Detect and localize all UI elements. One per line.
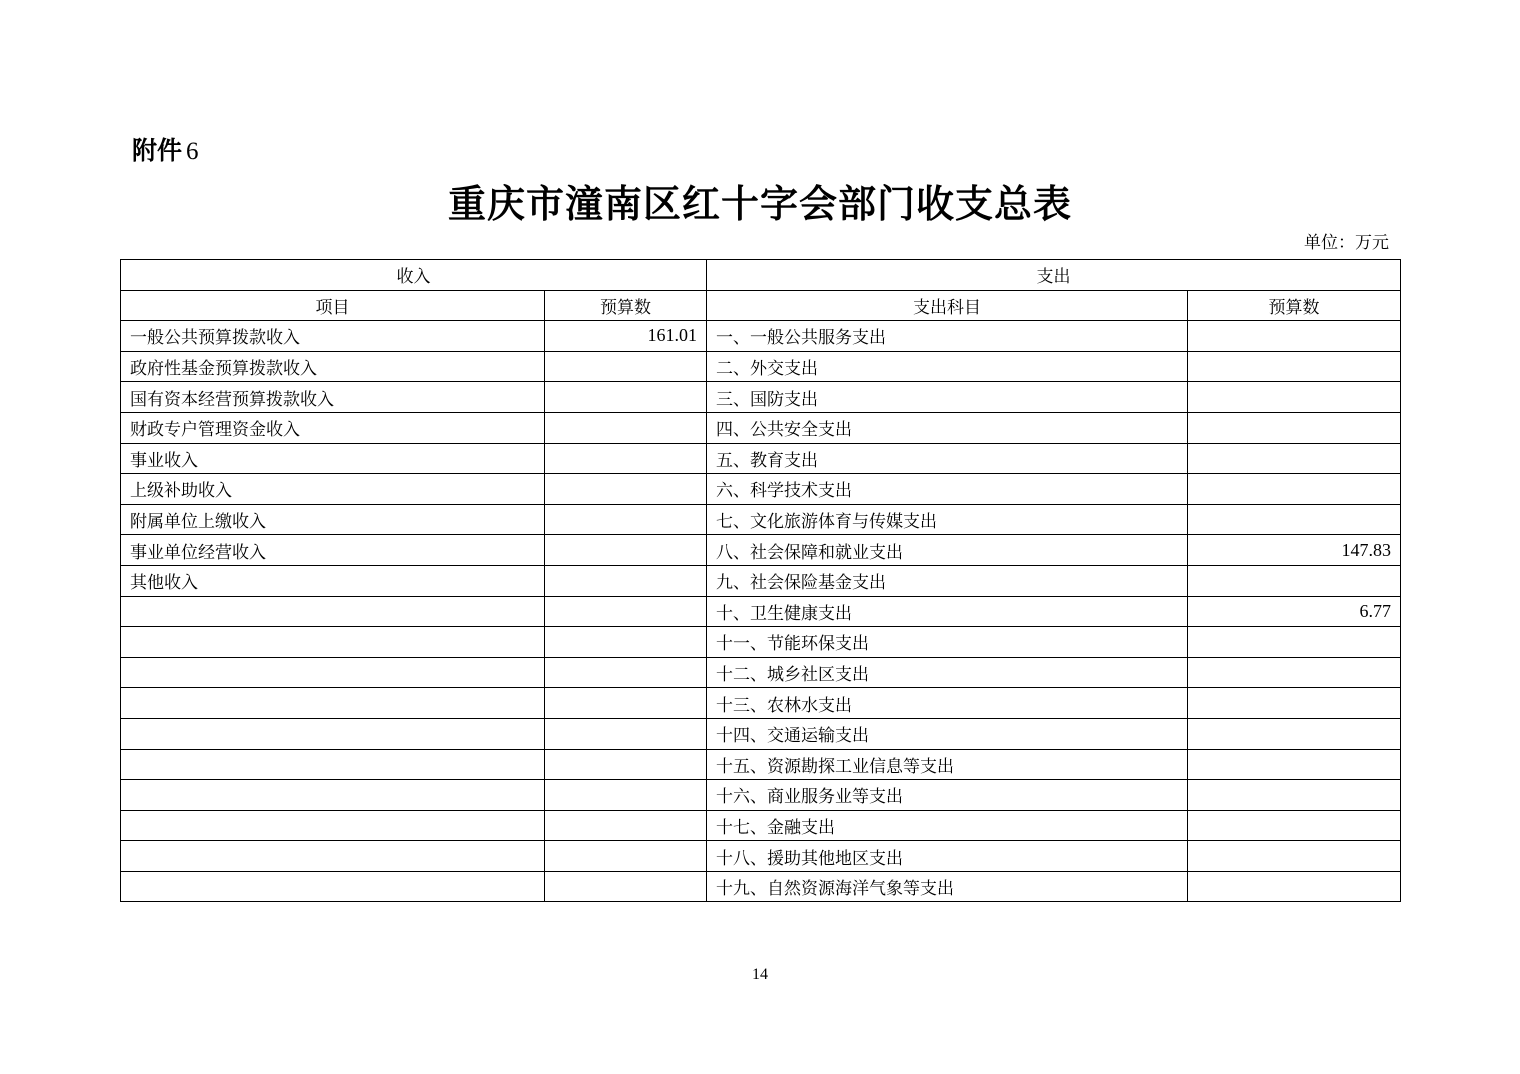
- expense-budget-cell: [1188, 321, 1401, 352]
- income-item-cell: [121, 749, 545, 780]
- table-row: [121, 657, 1401, 688]
- table-row: [121, 474, 1401, 505]
- income-budget-cell: 161.01: [545, 321, 707, 352]
- income-budget-cell: [545, 535, 707, 566]
- expense-item-cell: 三、国防支出: [707, 382, 1188, 413]
- table-row: [121, 627, 1401, 658]
- expense-budget-cell: [1188, 443, 1401, 474]
- income-item-cell: 事业单位经营收入: [121, 535, 545, 566]
- income-item-cell: [121, 627, 545, 658]
- income-budget-cell: [545, 504, 707, 535]
- expense-item-cell: 四、公共安全支出: [707, 412, 1188, 443]
- income-budget-cell: [545, 474, 707, 505]
- income-budget-cell: [545, 841, 707, 872]
- expense-budget-cell: [1188, 504, 1401, 535]
- table-row: [121, 565, 1401, 596]
- income-item-cell: [121, 871, 545, 902]
- expense-item-cell: 十二、城乡社区支出: [707, 657, 1188, 688]
- income-budget-cell: [545, 412, 707, 443]
- expense-budget-cell: [1188, 351, 1401, 382]
- income-expense-table: [120, 259, 1401, 902]
- income-budget-cell: [545, 810, 707, 841]
- expense-item-cell: 九、社会保险基金支出: [707, 565, 1188, 596]
- income-item-cell: [121, 688, 545, 719]
- expense-budget-cell: [1188, 474, 1401, 505]
- income-item-column-header: 项目: [121, 290, 545, 321]
- income-budget-cell: [545, 780, 707, 811]
- table-row: [121, 780, 1401, 811]
- expense-budget-cell: [1188, 412, 1401, 443]
- expense-item-cell: 十四、交通运输支出: [707, 718, 1188, 749]
- table-row: [121, 412, 1401, 443]
- income-item-cell: [121, 841, 545, 872]
- expense-budget-cell: [1188, 657, 1401, 688]
- expense-budget-cell: [1188, 382, 1401, 413]
- income-budget-cell: [545, 657, 707, 688]
- table-row: [121, 504, 1401, 535]
- expense-item-cell: 一、一般公共服务支出: [707, 321, 1188, 352]
- table-row: [121, 718, 1401, 749]
- page-title: 重庆市潼南区红十字会部门收支总表: [447, 181, 1072, 226]
- income-budget-cell: [545, 596, 707, 627]
- income-item-cell: 一般公共预算拨款收入: [121, 321, 545, 352]
- expense-group-header: 支出: [707, 260, 1401, 291]
- table-row: [121, 321, 1401, 352]
- table-row: [121, 443, 1401, 474]
- income-item-cell: [121, 657, 545, 688]
- income-item-cell: [121, 810, 545, 841]
- expense-item-cell: 十一、节能环保支出: [707, 627, 1188, 658]
- expense-item-cell: 十七、金融支出: [707, 810, 1188, 841]
- income-budget-cell: [545, 351, 707, 382]
- expense-item-cell: 六、科学技术支出: [707, 474, 1188, 505]
- income-budget-cell: [545, 565, 707, 596]
- table-row: [121, 749, 1401, 780]
- expense-budget-cell: [1188, 565, 1401, 596]
- expense-item-cell: 十六、商业服务业等支出: [707, 780, 1188, 811]
- expense-item-cell: 十、卫生健康支出: [707, 596, 1188, 627]
- expense-item-cell: 八、社会保障和就业支出: [707, 535, 1188, 566]
- table-group-header-row: [121, 260, 1401, 291]
- income-item-cell: 事业收入: [121, 443, 545, 474]
- table-row: [121, 351, 1401, 382]
- expense-budget-cell: [1188, 810, 1401, 841]
- table-row: [121, 535, 1401, 566]
- expense-item-cell: 二、外交支出: [707, 351, 1188, 382]
- income-budget-cell: [545, 382, 707, 413]
- expense-budget-cell: [1188, 749, 1401, 780]
- expense-budget-cell: 147.83: [1188, 535, 1401, 566]
- expense-budget-cell: [1188, 718, 1401, 749]
- income-group-header: 收入: [121, 260, 707, 291]
- expense-budget-cell: [1188, 841, 1401, 872]
- income-budget-cell: [545, 443, 707, 474]
- expense-budget-cell: [1188, 688, 1401, 719]
- page-number: 14: [752, 966, 768, 983]
- table-row: [121, 810, 1401, 841]
- expense-item-cell: 十五、资源勘探工业信息等支出: [707, 749, 1188, 780]
- attachment-label: [132, 134, 199, 169]
- income-item-cell: [121, 718, 545, 749]
- table-row: [121, 382, 1401, 413]
- income-item-cell: [121, 780, 545, 811]
- table-row: [121, 841, 1401, 872]
- table-row: [121, 596, 1401, 627]
- attachment-number: 6: [186, 138, 199, 165]
- income-item-cell: 财政专户管理资金收入: [121, 412, 545, 443]
- expense-item-column-header: 支出科目: [707, 290, 1188, 321]
- income-item-cell: [121, 596, 545, 627]
- income-budget-cell: [545, 688, 707, 719]
- expense-budget-cell: [1188, 627, 1401, 658]
- income-item-cell: 政府性基金预算拨款收入: [121, 351, 545, 382]
- income-item-cell: 上级补助收入: [121, 474, 545, 505]
- expense-item-cell: 五、教育支出: [707, 443, 1188, 474]
- income-budget-cell: [545, 718, 707, 749]
- expense-item-cell: 十八、援助其他地区支出: [707, 841, 1188, 872]
- expense-item-cell: 七、文化旅游体育与传媒支出: [707, 504, 1188, 535]
- table-body: [121, 321, 1401, 902]
- expense-item-cell: 十三、农林水支出: [707, 688, 1188, 719]
- income-item-cell: 附属单位上缴收入: [121, 504, 545, 535]
- table-column-header-row: [121, 290, 1401, 321]
- expense-budget-cell: [1188, 780, 1401, 811]
- income-item-cell: 其他收入: [121, 565, 545, 596]
- expense-budget-cell: [1188, 871, 1401, 902]
- table-row: [121, 871, 1401, 902]
- income-budget-cell: [545, 627, 707, 658]
- income-budget-cell: [545, 749, 707, 780]
- income-budget-cell: [545, 871, 707, 902]
- expense-budget-column-header: 预算数: [1188, 290, 1401, 321]
- table-row: [121, 688, 1401, 719]
- expense-item-cell: 十九、自然资源海洋气象等支出: [707, 871, 1188, 902]
- income-budget-column-header: 预算数: [545, 290, 707, 321]
- expense-budget-cell: 6.77: [1188, 596, 1401, 627]
- unit-label: 单位：万元: [1304, 233, 1389, 253]
- attachment-text: 附件: [132, 136, 183, 165]
- income-item-cell: 国有资本经营预算拨款收入: [121, 382, 545, 413]
